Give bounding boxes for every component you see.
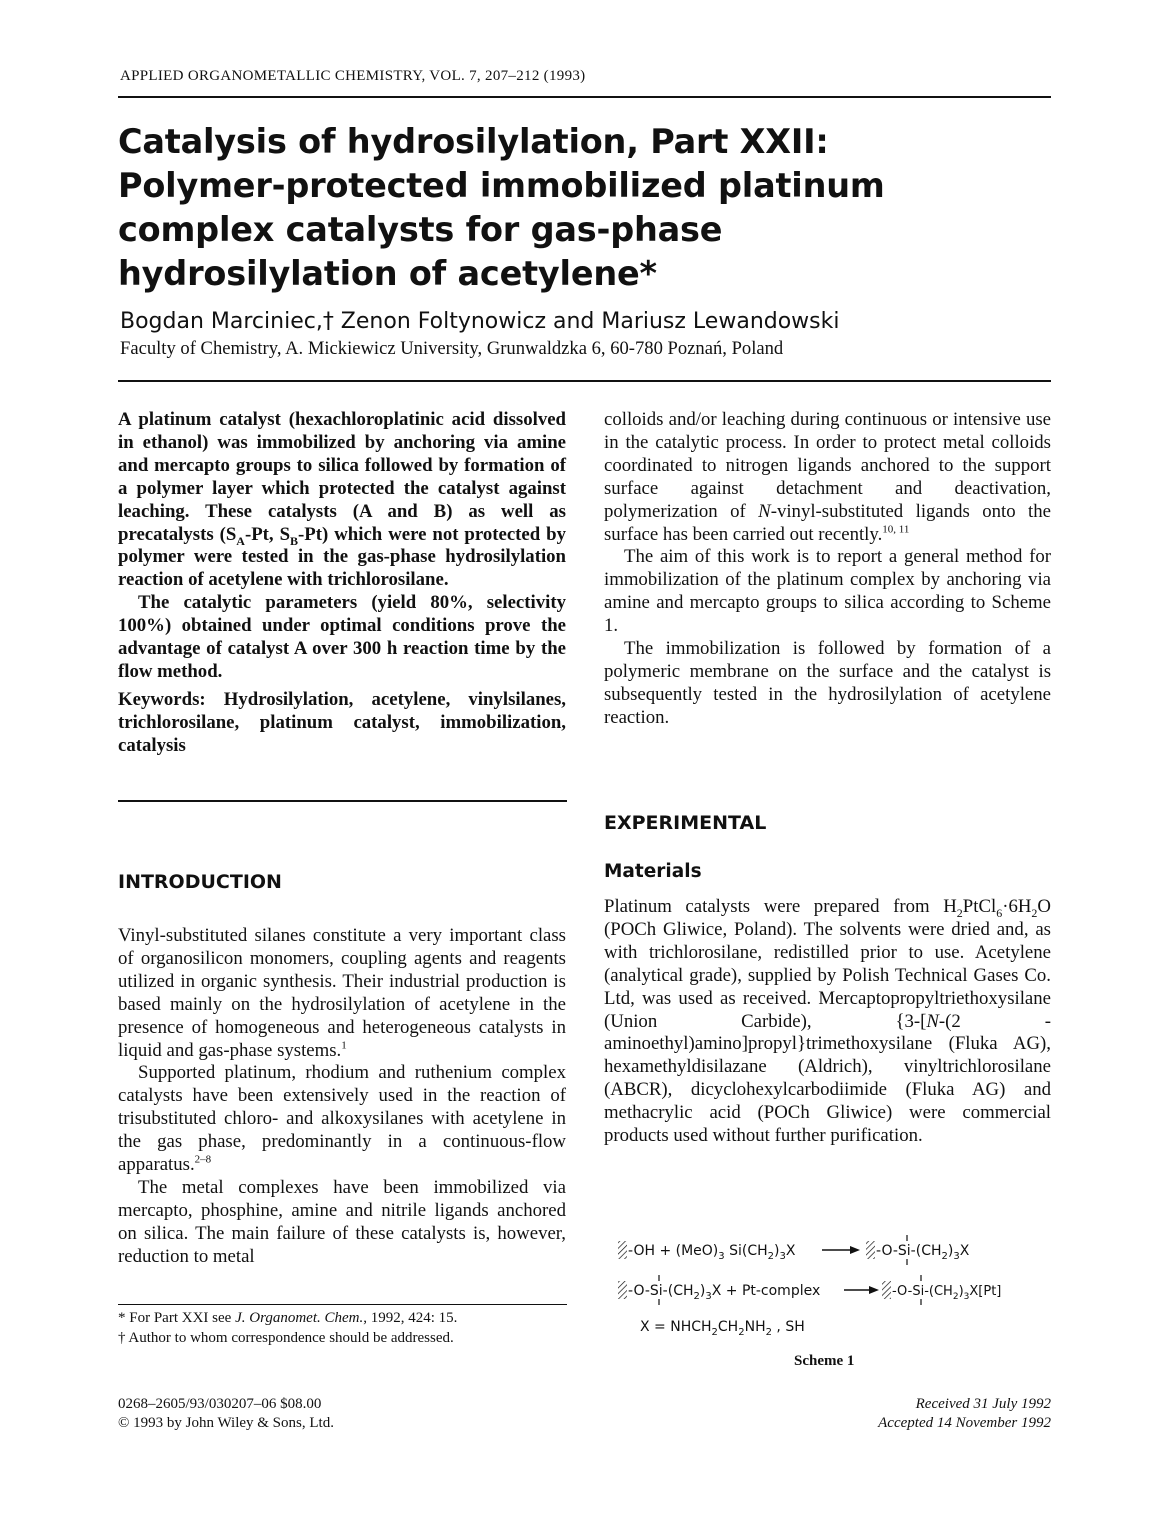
reaction-arrow-icon xyxy=(844,1286,879,1294)
title-line: Catalysis of hydrosilylation, Part XXII: xyxy=(118,122,829,161)
abstract-rule xyxy=(118,800,567,802)
reaction-arrow-icon xyxy=(822,1246,860,1254)
title-line: Polymer-protected immobilized platinum xyxy=(118,166,885,205)
authors: Bogdan Marciniec,† Zenon Foltynowicz and Mariusz Lewandowski xyxy=(120,309,840,334)
abstract xyxy=(118,409,566,758)
scheme-text: $X = NHCH_2CH_2NH_2$ , SH xyxy=(640,1319,805,1338)
article-title xyxy=(118,120,1048,296)
scheme-1-diagram xyxy=(614,1235,1044,1343)
scheme-text: $-O-Si-(CH_2)_3X$ + Pt-complex xyxy=(628,1283,821,1302)
body-paragraph: Platinum catalysts were prepared from $H_2PtCl_6\cdot 6H_2O$ (POCh Gliwice, Poland). The solvents were dried and, as with trichlorosilane, redistilled prior to use. Acetylene (analytical grade), supplied by Polish Technical Gases Co. Ltd, was used as received. Mercaptopropyltriethoxysilane (Union Carbide), {3-[N-(2 - aminoethyl)amino]propyl}trimethoxysilane (Fluka AG), hexamethyldisilazane (Aldrich), vinyltrichlorosilane (ABCR), dicyclohexylcarbodiimide (Fluka AG) and methacrylic acid (POCh Gliwice) were commercial products used without further purification. xyxy=(604,896,1051,1147)
silica-surface-icon xyxy=(618,1281,627,1299)
body-paragraph: The aim of this work is to report a general method for immobilization of the platinum complex by anchoring via amine and mercapto groups to silica according to Scheme 1. xyxy=(604,546,1051,637)
silica-surface-icon xyxy=(882,1281,891,1299)
body-paragraph: Supported platinum, rhodium and ruthenium complex catalysts have been extensively used in the reaction of trisubstituted chloro- and alkoxysilanes with acetylene in the gas phase, predominantly in a continuous-flow apparatus.$^{2-8}$ xyxy=(118,1062,566,1176)
issn-line: 0268–2605/93/030207–06 $08.00 xyxy=(118,1396,322,1412)
introduction-heading: INTRODUCTION xyxy=(118,871,282,893)
body-paragraph: The metal complexes have been immobilized via mercapto, phosphine, amine and nitrile ligands anchored on silica. The main failure of these catalysts is, however, reduction to metal xyxy=(118,1176,566,1267)
keywords: Keywords: Hydrosilylation, acetylene, vinylsilanes, trichlorosilane, platinum catalyst, immobilization, catalysis xyxy=(118,688,566,756)
copyright-line: © 1993 by John Wiley & Sons, Ltd. xyxy=(118,1415,334,1431)
scheme-caption: Scheme 1 xyxy=(794,1353,855,1369)
right-column-body xyxy=(604,409,1051,730)
footnote: † Author to whom correspondence should be addressed. xyxy=(118,1330,454,1346)
materials-body xyxy=(604,896,1051,1148)
body-paragraph: colloids and/or leaching during continuous or intensive use in the catalytic process. In order to protect metal colloids coordinated to nitrogen ligands anchored to the support surface against detachment and deactivation, polymerization of N-vinyl-substituted ligands onto the surface has been carried out recently.$^{10, 11}$ xyxy=(604,409,1051,545)
title-line: hydrosilylation of acetylene* xyxy=(118,254,657,293)
introduction-body xyxy=(118,925,566,1269)
affiliation: Faculty of Chemistry, A. Mickiewicz University, Grunwaldzka 6, 60-780 Poznań, Poland xyxy=(120,338,784,359)
accepted-date: Accepted 14 November 1992 xyxy=(878,1415,1051,1431)
abstract-paragraph: The catalytic parameters (yield 80%, selectivity 100%) obtained under optimal conditions prove the advantage of catalyst A over 300 h reaction time by the flow method. xyxy=(118,592,566,682)
silica-surface-icon xyxy=(618,1241,627,1259)
section-rule xyxy=(118,380,1051,382)
footnote-rule xyxy=(118,1304,567,1305)
scheme-text: $-O-Si-(CH_2)_3X[Pt]$ xyxy=(892,1284,1002,1302)
journal-header: APPLIED ORGANOMETALLIC CHEMISTRY, VOL. 7, 207–212 (1993) xyxy=(120,68,586,84)
body-paragraph: Vinyl-substituted silanes constitute a very important class of organosilicon monomers, coupling agents and reagents utilized in organic synthesis. Their industrial production is based mainly on the hydrosilylation of acetylene in the presence of homogeneous and heterogeneous catalysts in liquid and gas-phase systems.$^1$ xyxy=(118,925,566,1061)
title-line: complex catalysts for gas-phase xyxy=(118,210,723,249)
body-paragraph: The immobilization is followed by formation of a polymeric membrane on the surface and the catalyst is subsequently tested in the hydrosilylation of acetylene reaction. xyxy=(604,638,1051,728)
scheme-text: $-O-Si-(CH_2)_3X$ xyxy=(876,1243,970,1262)
header-rule xyxy=(118,96,1051,98)
received-date: Received 31 July 1992 xyxy=(915,1396,1051,1412)
experimental-heading: EXPERIMENTAL xyxy=(604,812,767,834)
footnote: * For Part XXI see J. Organomet. Chem., 1992, 424: 15. xyxy=(118,1310,458,1326)
materials-subheading: Materials xyxy=(604,861,702,882)
silica-surface-icon xyxy=(866,1241,875,1259)
scheme-text: $-OH + (MeO)_3$ $Si(CH_2)_3X$ xyxy=(628,1243,796,1262)
abstract-paragraph: A platinum catalyst (hexachloroplatinic acid dissolved in ethanol) was immobilized by anchoring via amine and mercapto groups to silica followed by formation of a polymer layer which protected the catalyst against leaching. These catalysts (A and B) as well as precatalysts ($S_A-Pt$, $S_B-Pt$) which were not protected by polymer were tested in the gas-phase hydrosilylation reaction of acetylene with trichlorosilane. xyxy=(118,409,566,591)
